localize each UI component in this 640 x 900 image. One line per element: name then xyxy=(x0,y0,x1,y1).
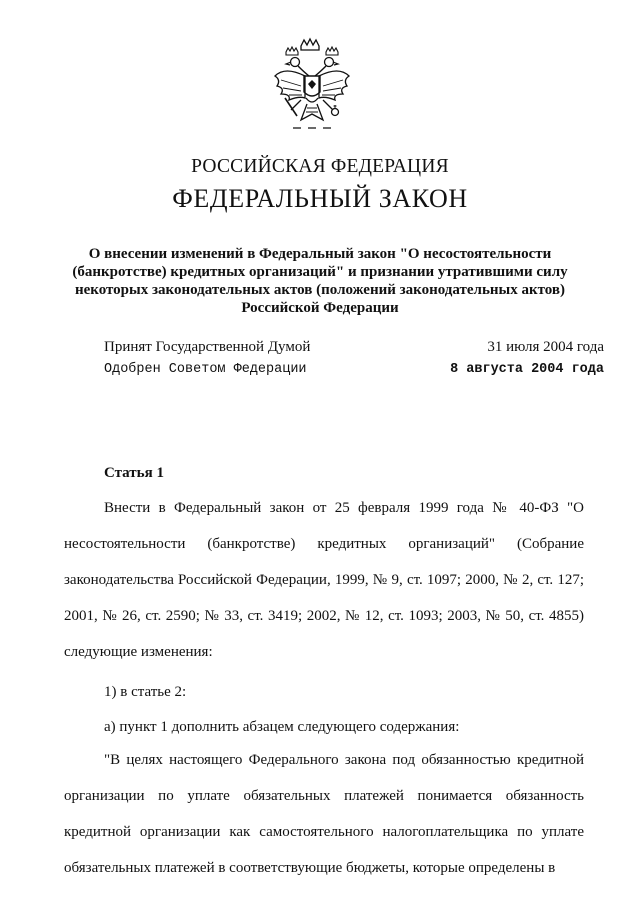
russian-coat-of-arms-icon xyxy=(271,36,353,134)
document-type: ФЕДЕРАЛЬНЫЙ ЗАКОН xyxy=(172,184,468,213)
council-approval-date: 8 августа 2004 года xyxy=(450,362,604,377)
article-paragraph: Внести в Федеральный закон от 25 февраля 1999 года № 40-ФЗ "О несостоятельности (банкротстве) кредитных организаций" (Собрание законодательства Российской Федерации, 1999, № 9, ст. 1097; 2000, № 2, ст. 127; 2001, № 26, ст. 2590; № 33, ст. 3419; 2002, № 12, ст. 1093; 2003, № 50, ст. 4855) следующие изменения: xyxy=(64,500,584,660)
article-paragraph: 1) в статье 2: xyxy=(104,684,187,700)
law-title: О внесении изменений в Федеральный закон "О несостоятельности (банкротстве) кредитных организаций" и признании утратившими силу некоторых законодательных актов (положений законодательных актов) Российской Федерации xyxy=(72,246,568,316)
country-name: РОССИЙСКАЯ ФЕДЕРАЦИЯ xyxy=(191,156,449,177)
duma-adoption-label: Принят Государственной Думой xyxy=(104,339,311,355)
council-approval-label: Одобрен Советом Федерации xyxy=(104,362,307,377)
duma-adoption-date: 31 июля 2004 года xyxy=(487,339,604,355)
article-paragraph: "В целях настоящего Федерального закона под обязанностью кредитной организации по уплате обязательных платежей понимается обязанность кредитной организации как самостоятельного налогоплательщика по уплате обязательных платежей в соответствующие бюджеты, которые определены в xyxy=(64,752,584,876)
article-heading: Статья 1 xyxy=(104,465,164,481)
article-paragraph: а) пункт 1 дополнить абзацем следующего содержания: xyxy=(104,719,460,735)
